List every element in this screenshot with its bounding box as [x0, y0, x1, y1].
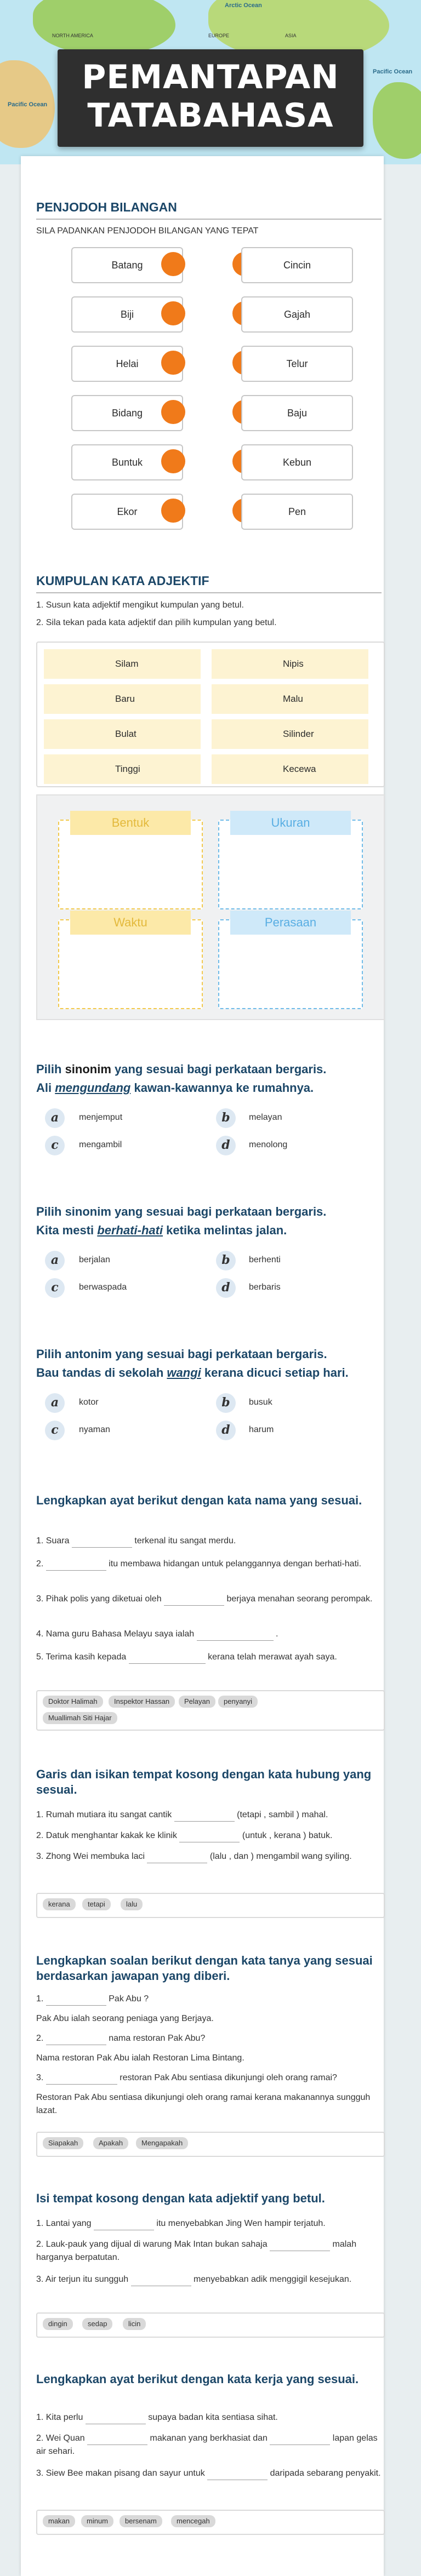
exercise-title: Garis dan isikan tempat kosong dengan kata hubung yang sesuai.	[36, 1767, 372, 1796]
exercise-title: Isi tempat kosong dengan kata adjektif yang betul.	[36, 2191, 325, 2205]
word-chip[interactable]: Siapakah	[43, 2137, 83, 2149]
match-left-item[interactable]: Batang	[71, 247, 183, 283]
blank-input[interactable]	[46, 1561, 106, 1571]
blank-input[interactable]	[72, 1538, 132, 1548]
blank-input[interactable]	[46, 1996, 106, 2006]
word-chip[interactable]: penyanyi	[218, 1696, 258, 1708]
category-label: Perasaan	[230, 911, 351, 935]
blank-input[interactable]	[270, 2436, 330, 2445]
word-chip[interactable]: minum	[81, 2515, 113, 2527]
option-text[interactable]: harum	[249, 1425, 274, 1434]
category-ukuran[interactable]	[218, 816, 363, 909]
answer-line: Restoran Pak Abu sentiasa dikunjungi oleh orang ramai kerana makanannya sungguh lazat.	[36, 2093, 371, 2115]
word-chip[interactable]: makan	[43, 2515, 75, 2527]
match-left-item[interactable]: Buntuk	[71, 444, 183, 480]
instruction: 2. Sila tekan pada kata adjektif dan pilih kumpulan yang betul.	[36, 618, 277, 627]
section-title: PENJODOH BILANGAN	[36, 200, 177, 214]
option-text[interactable]: mengambil	[79, 1140, 122, 1149]
word-chip[interactable]: bersenam	[120, 2515, 162, 2527]
adjective-chip[interactable]: Malu	[212, 684, 368, 714]
map-label: EUROPE	[208, 33, 230, 38]
fill-line: 1. Pak Abu ?	[36, 1993, 382, 2006]
question-title: Pilih antonim yang sesuai bagi perkataan bergaris. Bau tandas di sekolah wangi kerana dicuci setiap hari.	[36, 1347, 349, 1379]
blank-input[interactable]	[46, 2036, 106, 2045]
fill-line: 2. Lauk-pauk yang dijual di warung Mak Intan bukan sahaja malah harganya berpatutan.	[36, 2240, 357, 2262]
exercise-title: Lengkapkan soalan berikut dengan kata tanya yang sesuai berdasarkan jawapan yang diberi.	[36, 1954, 373, 1983]
adjective-chip[interactable]: Baru	[44, 684, 201, 714]
fill-line: 1. Rumah mutiara itu sangat cantik (tetapi , sambil ) mahal.	[36, 1808, 382, 1822]
word-chip[interactable]: lalu	[121, 1898, 143, 1910]
word-chip[interactable]: mencegah	[171, 2515, 215, 2527]
fill-line: 2. Datuk menghantar kakak ke klinik (untuk , kerana ) batuk.	[36, 1829, 382, 1842]
blank-input[interactable]	[197, 1632, 274, 1641]
option-text[interactable]: busuk	[249, 1398, 272, 1407]
match-dot[interactable]	[161, 499, 185, 523]
option-text[interactable]: nyaman	[79, 1425, 110, 1434]
option-badge[interactable]: c	[45, 1136, 65, 1155]
match-left-item[interactable]: Ekor	[71, 494, 183, 530]
option-badge[interactable]: d	[216, 1278, 236, 1298]
blank-input[interactable]	[174, 1812, 235, 1822]
adjective-chip[interactable]: Bulat	[44, 719, 201, 749]
fill-line: 3. Pihak polis yang diketuai oleh berjaya menahan seorang perompak.	[36, 1593, 382, 1606]
adjective-chip[interactable]: Tinggi	[44, 754, 201, 784]
fill-line: 2. nama restoran Pak Abu?	[36, 2032, 382, 2045]
option-badge[interactable]: b	[216, 1108, 236, 1128]
adjective-word-bank	[36, 642, 385, 787]
word-chip[interactable]: dingin	[43, 2318, 73, 2330]
map-label: Pacific Ocean	[8, 101, 48, 108]
answer-line: Pak Abu ialah seorang peniaga yang Berjaya.	[36, 2014, 214, 2023]
word-bank	[36, 2510, 385, 2535]
option-text[interactable]: kotor	[79, 1398, 99, 1407]
word-chip[interactable]: licin	[123, 2318, 146, 2330]
option-badge[interactable]: b	[216, 1251, 236, 1270]
fill-line: 4. Nama guru Bahasa Melayu saya ialah .	[36, 1628, 382, 1641]
blank-input[interactable]	[87, 2436, 147, 2445]
option-badge[interactable]: a	[45, 1393, 65, 1413]
option-text[interactable]: menolong	[249, 1140, 288, 1149]
word-bank	[36, 1690, 385, 1731]
word-chip[interactable]: Inspektor Hassan	[109, 1696, 175, 1708]
word-bank	[36, 2132, 385, 2157]
answer-line: Nama restoran Pak Abu ialah Restoran Lima Bintang.	[36, 2053, 244, 2063]
blank-input[interactable]	[164, 1596, 224, 1606]
option-badge[interactable]: c	[45, 1278, 65, 1298]
word-chip[interactable]: sedap	[82, 2318, 112, 2330]
map-banner	[0, 0, 421, 164]
option-text[interactable]: menjemput	[79, 1113, 123, 1122]
map-label: NORTH AMERICA	[52, 33, 93, 38]
category-label: Bentuk	[70, 811, 191, 835]
fill-line: 1. Suara terkenal itu sangat merdu.	[36, 1535, 382, 1548]
match-dot[interactable]	[161, 252, 185, 276]
word-chip[interactable]: kerana	[43, 1898, 76, 1910]
match-left-item[interactable]: Helai	[71, 346, 183, 382]
word-chip[interactable]: Apakah	[93, 2137, 128, 2149]
match-right-item[interactable]: Kebun	[241, 444, 353, 480]
category-bentuk[interactable]	[58, 816, 203, 909]
fill-line: 2. Wei Quan makanan yang berkhasiat dan lapan gelas air sehari.	[36, 2434, 378, 2456]
divider	[36, 592, 382, 593]
option-badge[interactable]: d	[216, 1136, 236, 1155]
title-line: PEMANTAPAN	[82, 58, 339, 96]
option-badge[interactable]: a	[45, 1108, 65, 1128]
page-title	[58, 49, 363, 147]
match-right-item[interactable]: Cincin	[241, 247, 353, 283]
word-bank	[36, 1893, 385, 1918]
option-badge[interactable]: d	[216, 1421, 236, 1440]
category-perasaan[interactable]	[218, 915, 363, 1009]
option-text[interactable]: berwaspada	[79, 1283, 127, 1292]
blank-input[interactable]	[129, 1655, 206, 1664]
worksheet	[21, 156, 384, 2576]
fill-line: 3. Zhong Wei membuka laci (lalu , dan ) mengambil wang syiling.	[36, 1850, 382, 1863]
match-dot[interactable]	[161, 351, 185, 375]
option-badge[interactable]: a	[45, 1251, 65, 1270]
blank-input[interactable]	[46, 2075, 117, 2085]
word-chip[interactable]: Muallimah Siti Hajar	[43, 1712, 117, 1724]
fill-line: 3. Siew Bee makan pisang dan sayur untuk daripada sebarang penyakit.	[36, 2467, 382, 2480]
option-badge[interactable]: c	[45, 1421, 65, 1440]
fill-line: 5. Terima kasih kepada kerana telah merawat ayah saya.	[36, 1651, 382, 1664]
match-left-item[interactable]: Biji	[71, 296, 183, 333]
category-waktu[interactable]	[58, 915, 203, 1009]
fill-line: 3. Air terjun itu sungguh menyebabkan adik menggigil kesejukan.	[36, 2273, 382, 2286]
match-dot[interactable]	[161, 449, 185, 473]
match-right-item[interactable]: Telur	[241, 346, 353, 382]
divider	[36, 219, 382, 220]
instruction: SILA PADANKAN PENJODOH BILANGAN YANG TEPAT	[36, 226, 259, 236]
fill-line: 1. Lantai yang itu menyebabkan Jing Wen hampir terjatuh.	[36, 2217, 382, 2230]
adjective-chip[interactable]: Nipis	[212, 649, 368, 679]
word-chip[interactable]: Pelayan	[179, 1696, 215, 1708]
blank-input[interactable]	[207, 2471, 268, 2480]
adjective-chip[interactable]: Kecewa	[212, 754, 368, 784]
match-dot[interactable]	[161, 301, 185, 325]
option-badge[interactable]: b	[216, 1393, 236, 1413]
blank-input[interactable]	[179, 1833, 240, 1842]
word-chip[interactable]: Mengapakah	[136, 2137, 188, 2149]
blank-input[interactable]	[86, 2415, 146, 2424]
exercise-title: Lengkapkan ayat berikut dengan kata kerja yang sesuai.	[36, 2372, 359, 2386]
fill-line: 2. itu membawa hidangan untuk pelanggannya dengan berhati-hati.	[36, 1558, 382, 1571]
blank-input[interactable]	[270, 2242, 330, 2251]
category-label: Ukuran	[230, 811, 351, 835]
word-chip[interactable]: Doktor Halimah	[43, 1696, 103, 1708]
map-label: Arctic Ocean	[225, 2, 262, 9]
match-left-item[interactable]: Bidang	[71, 395, 183, 431]
blank-input[interactable]	[147, 1854, 207, 1863]
category-label: Waktu	[70, 911, 191, 935]
instruction: 1. Susun kata adjektif mengikut kumpulan yang betul.	[36, 600, 244, 610]
map-label: ASIA	[285, 33, 297, 38]
question-title: Pilih sinonim yang sesuai bagi perkataan bergaris. Kita mesti berhati-hati ketika melintas jalan.	[36, 1205, 327, 1237]
map-label: Pacific Ocean	[373, 68, 413, 75]
option-text[interactable]: berjalan	[79, 1255, 110, 1264]
exercise-title: Lengkapkan ayat berikut dengan kata nama yang sesuai.	[36, 1493, 362, 1507]
fill-line: 3. restoran Pak Abu sentiasa dikunjungi oleh orang ramai?	[36, 2071, 382, 2085]
section-title: KUMPULAN KATA ADJEKTIF	[36, 574, 209, 588]
option-text[interactable]: melayan	[249, 1113, 282, 1122]
word-bank	[36, 2312, 385, 2338]
option-text[interactable]: berbaris	[249, 1283, 281, 1292]
word-chip[interactable]: tetapi	[82, 1898, 111, 1910]
blank-input[interactable]	[94, 2221, 154, 2230]
blank-input[interactable]	[131, 2277, 191, 2286]
question-title: Pilih sinonim yang sesuai bagi perkataan bergaris. Ali mengundang kawan-kawannya ke rumahnya.	[36, 1062, 327, 1095]
title-line: TATABAHASA	[87, 96, 334, 135]
match-dot[interactable]	[161, 400, 185, 424]
option-text[interactable]: berhenti	[249, 1255, 281, 1264]
match-right-item[interactable]: Gajah	[241, 296, 353, 333]
fill-line: 1. Kita perlu supaya badan kita sentiasa sihat.	[36, 2411, 382, 2424]
adjective-chip[interactable]: Silinder	[212, 719, 368, 749]
adjective-chip[interactable]: Silam	[44, 649, 201, 679]
match-right-item[interactable]: Pen	[241, 494, 353, 530]
match-right-item[interactable]: Baju	[241, 395, 353, 431]
category-drop-area	[36, 794, 385, 1020]
